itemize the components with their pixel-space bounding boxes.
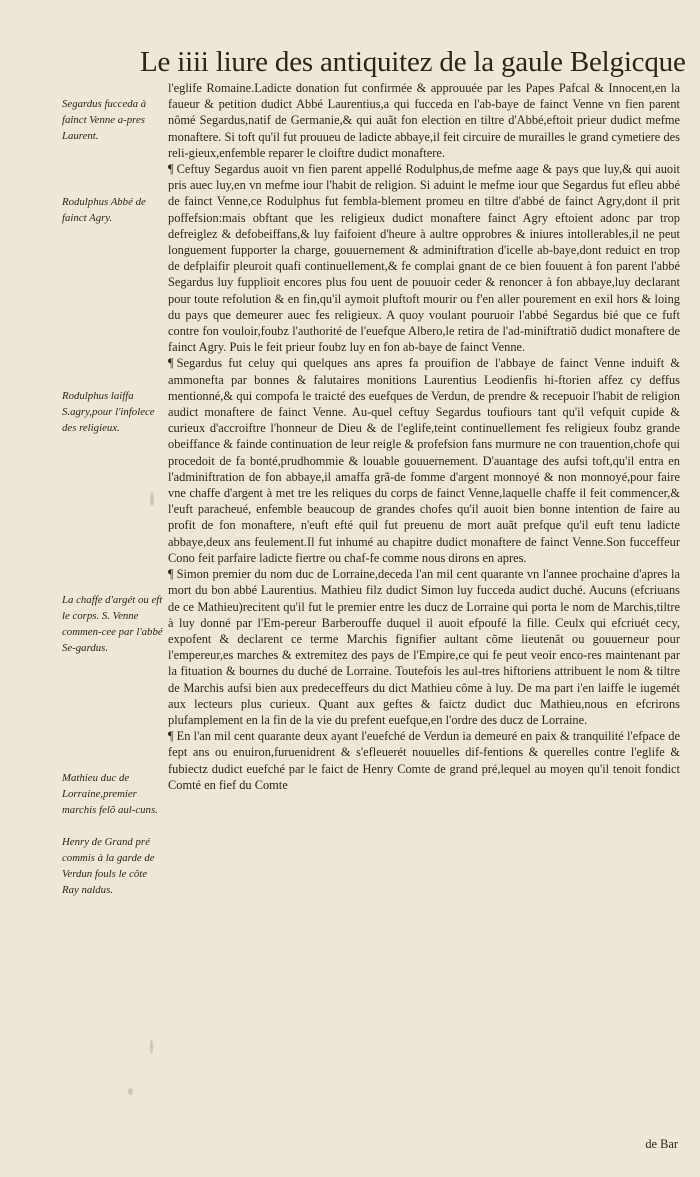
paper-stain (128, 1088, 133, 1095)
pilcrow-icon: ¶ (168, 729, 174, 744)
pilcrow-icon: ¶ (168, 567, 174, 582)
margin-note-1: Segardus fucceda à fainct Venne a-pres Laurent. (62, 98, 147, 142)
paragraph-5 (168, 728, 680, 793)
margin-note-3: Rodulphus laiffa S.agry,pour l'infolece des religieux. (62, 390, 155, 434)
paragraph-5-text: En l'an mil cent quarante deux ayant l'euefché de Verdun ia demeuré en paix & tranquilité l'efpace de fept ans ou enuiron,furuenidrent & s'efleuerét nouuelles dif-fentions & querelles contre l'eglife & fubiectz dudict euefché par le faict de Henry Comte de grand pré,lequel au moyen qu'il tenoit fondict Comté en fief du Comte (168, 729, 680, 792)
main-text (168, 80, 680, 793)
paragraph-3-text: Segardus fut celuy qui quelques ans apres fa prouifion de l'abbaye de fainct Venne induift & ammonefta par bonnes & falutaires monitions Laurentius Leodienfis hi-ftorien affez cy deffus mentionné,& qui compofa le traicté des euefques de Verdun, de prendre & recepuoir l'habit de religion audict monaftere de fainct Venne. Au-quel ceftuy Segardus toufiours tant qu'il vefquit cupide & curieux d'accroiftre l'honneur de Dieu & de l'eglife,teint continuellement fes religieux foubz grande obeiffance & fainde continuation de leur reigle & profefsion fans murmure ne con trauention,chofe qui procedoit de fa bonté,prudhommie & louable gouuernement. D'auantage des aufsi toft,qu'il entra en l'adminiftration de fon abbaye,il amaffa grã-de fomme d'argent monnoyé & non monnoyé,pour faire vne chaffe d'argent à met tre les reliques du corps de fainct Venne,laquelle chaffe il feit commencer,& l'euft paracheué, enfemble beaucoup de grandes chofes qu'il auoit bien bonne intention de faire au profit de fon monaftere, n'euft efté quil fut preuenu de mort auãt prefque qu'il euft tenu ladicte abbaye,deux ans feulement.Il fut inhumé au chapitre dudict monaftere de fainct Venne.Son fucceffeur Cono feit parfaire ladicte fiertre ou chaf-fe comme nous dirons en apres. (168, 356, 680, 565)
paragraph-2 (168, 161, 680, 355)
pilcrow-icon: ¶ (168, 356, 174, 371)
paragraph-3 (168, 355, 680, 566)
running-title: Le iiii liure des antiquitez de la gaule Belgicque (140, 46, 686, 78)
margin-note-4: La chaffe d'argét ou eft le corps. S. Venne commen-cee par l'abbé Se-gardus. (62, 594, 163, 654)
pilcrow-icon: ¶ (168, 162, 174, 177)
paper-stain (150, 492, 154, 506)
paragraph-4 (168, 566, 680, 728)
paper-stain (150, 1040, 153, 1054)
paragraph-2-text: Ceftuy Segardus auoit vn fien parent appellé Rodulphus,de mefme aage & pays que luy,& qui auoit pris auec luy,en vn mefme iour l'habit de religion. Si aduint le mefme iour que Segardus fut efleu abbé de fainct Venne,ce Rodulphus fut fembla-blement promeu en tiltre d'abbé de fainct Agry,dont il prit poffefsion:mais obftant que les religieux dudict monaftere fainct Agry eftoient adonc par trop defreiglez & defobeiffans,& luy faifoient d'heure à aultre opprobres & iniures intollerables,il ne peut longuement fupporter la charge, gouuernement & adminiftration d'icelle ab-baye,dont reduict en trop de defplaifir pleuroit quafi continuellement,& fe complai gnant de ce bien fouuent à fon parent l'abbé Segardus luy fupplioit encores plus fou uent de pouuoir ceder & renoncer à fon abbaye,luy declarant pour toute refolution & en fin,qu'il aymoit pluftoft mourir ou f'en aller pourement en exil hors & loing du pays que demeurer auec fes religieux. A quoy voulant pouruoir l'abbé Segardus bié que ce fuft contre fon vouloir,foubz l'authorité de l'euefque Albero,le retira de l'ad-miniftratiõ dudict monaftere de fainct Agry. Puis le feit prieur foubz luy en fon ab-baye de fainct Venne. (168, 162, 680, 355)
paragraph-1: l'eglife Romaine.Ladicte donation fut confirmée & approuuée par les Papes Pafcal & Innocent,en la faueur & petition dudict Abbé Laurentius,a qui fucceda en l'ab-baye de fainct Venne vn fien parent nômé Segardus,natif de Germanie,& qui auãt fon election en tiltre d'Abbé,eftoit prieur dudict mefme monaftere. Si toft qu'il fut prouueu de ladicte abbaye,il feit circuire de murailles le grand cymetiere des reli-gieux,enfemble reparer le cloiftre dudict monaftere. (168, 81, 680, 160)
catchword: de Bar (645, 1137, 678, 1151)
margin-note-6: Henry de Grand pré commis à la garde de Verdun fouls le côte Ray naldus. (62, 836, 155, 896)
paragraph-4-text: Simon premier du nom duc de Lorraine,deceda l'an mil cent quarante vn l'annee prochaine d'apres la mort du bon abbé Laurentius. Mathieu filz dudict Simon luy fucceda audict duché. Aucuns (efcriuans de ce Mathieu)recitent qu'il fut le premier entre les ducz de Lorraine qui porta le nom de Marchis,tiltre à luy donné par l'Em-pereur Barberouffe duquel il auoit efpoufé la fille. Ceulx qui efcriuét cecy, expofent & declarent ce terme Marchis fignifier aultant cõme lieutenãt ou gouuerneur pour l'empereur,es marches & extremitez des pays de l'Empire,ce qui fe peut veoir enco-res maintenant par la fituation & bournes du duché de Lorraine. Toutefois les aul-tres hiftoriens attribuent le nom & tiltre de Marchis aufsi bien aux predeceffeurs du dict Mathieu côme à luy. De ma part i'en laiffe le iugemét aux lecteurs plus curieux. Quant aux geftes & faictz dudict duc Mathieu,nous en efcrirons plufamplement en la fin de la vie du prefent euefque,en l'ordre des ducz de Lorraine. (168, 567, 680, 727)
margin-note-2: Rodulphus Abbé de fainct Agry. (62, 196, 146, 224)
margin-note-5: Mathieu duc de Lorraine,premier marchis felõ aul-cuns. (62, 772, 158, 816)
